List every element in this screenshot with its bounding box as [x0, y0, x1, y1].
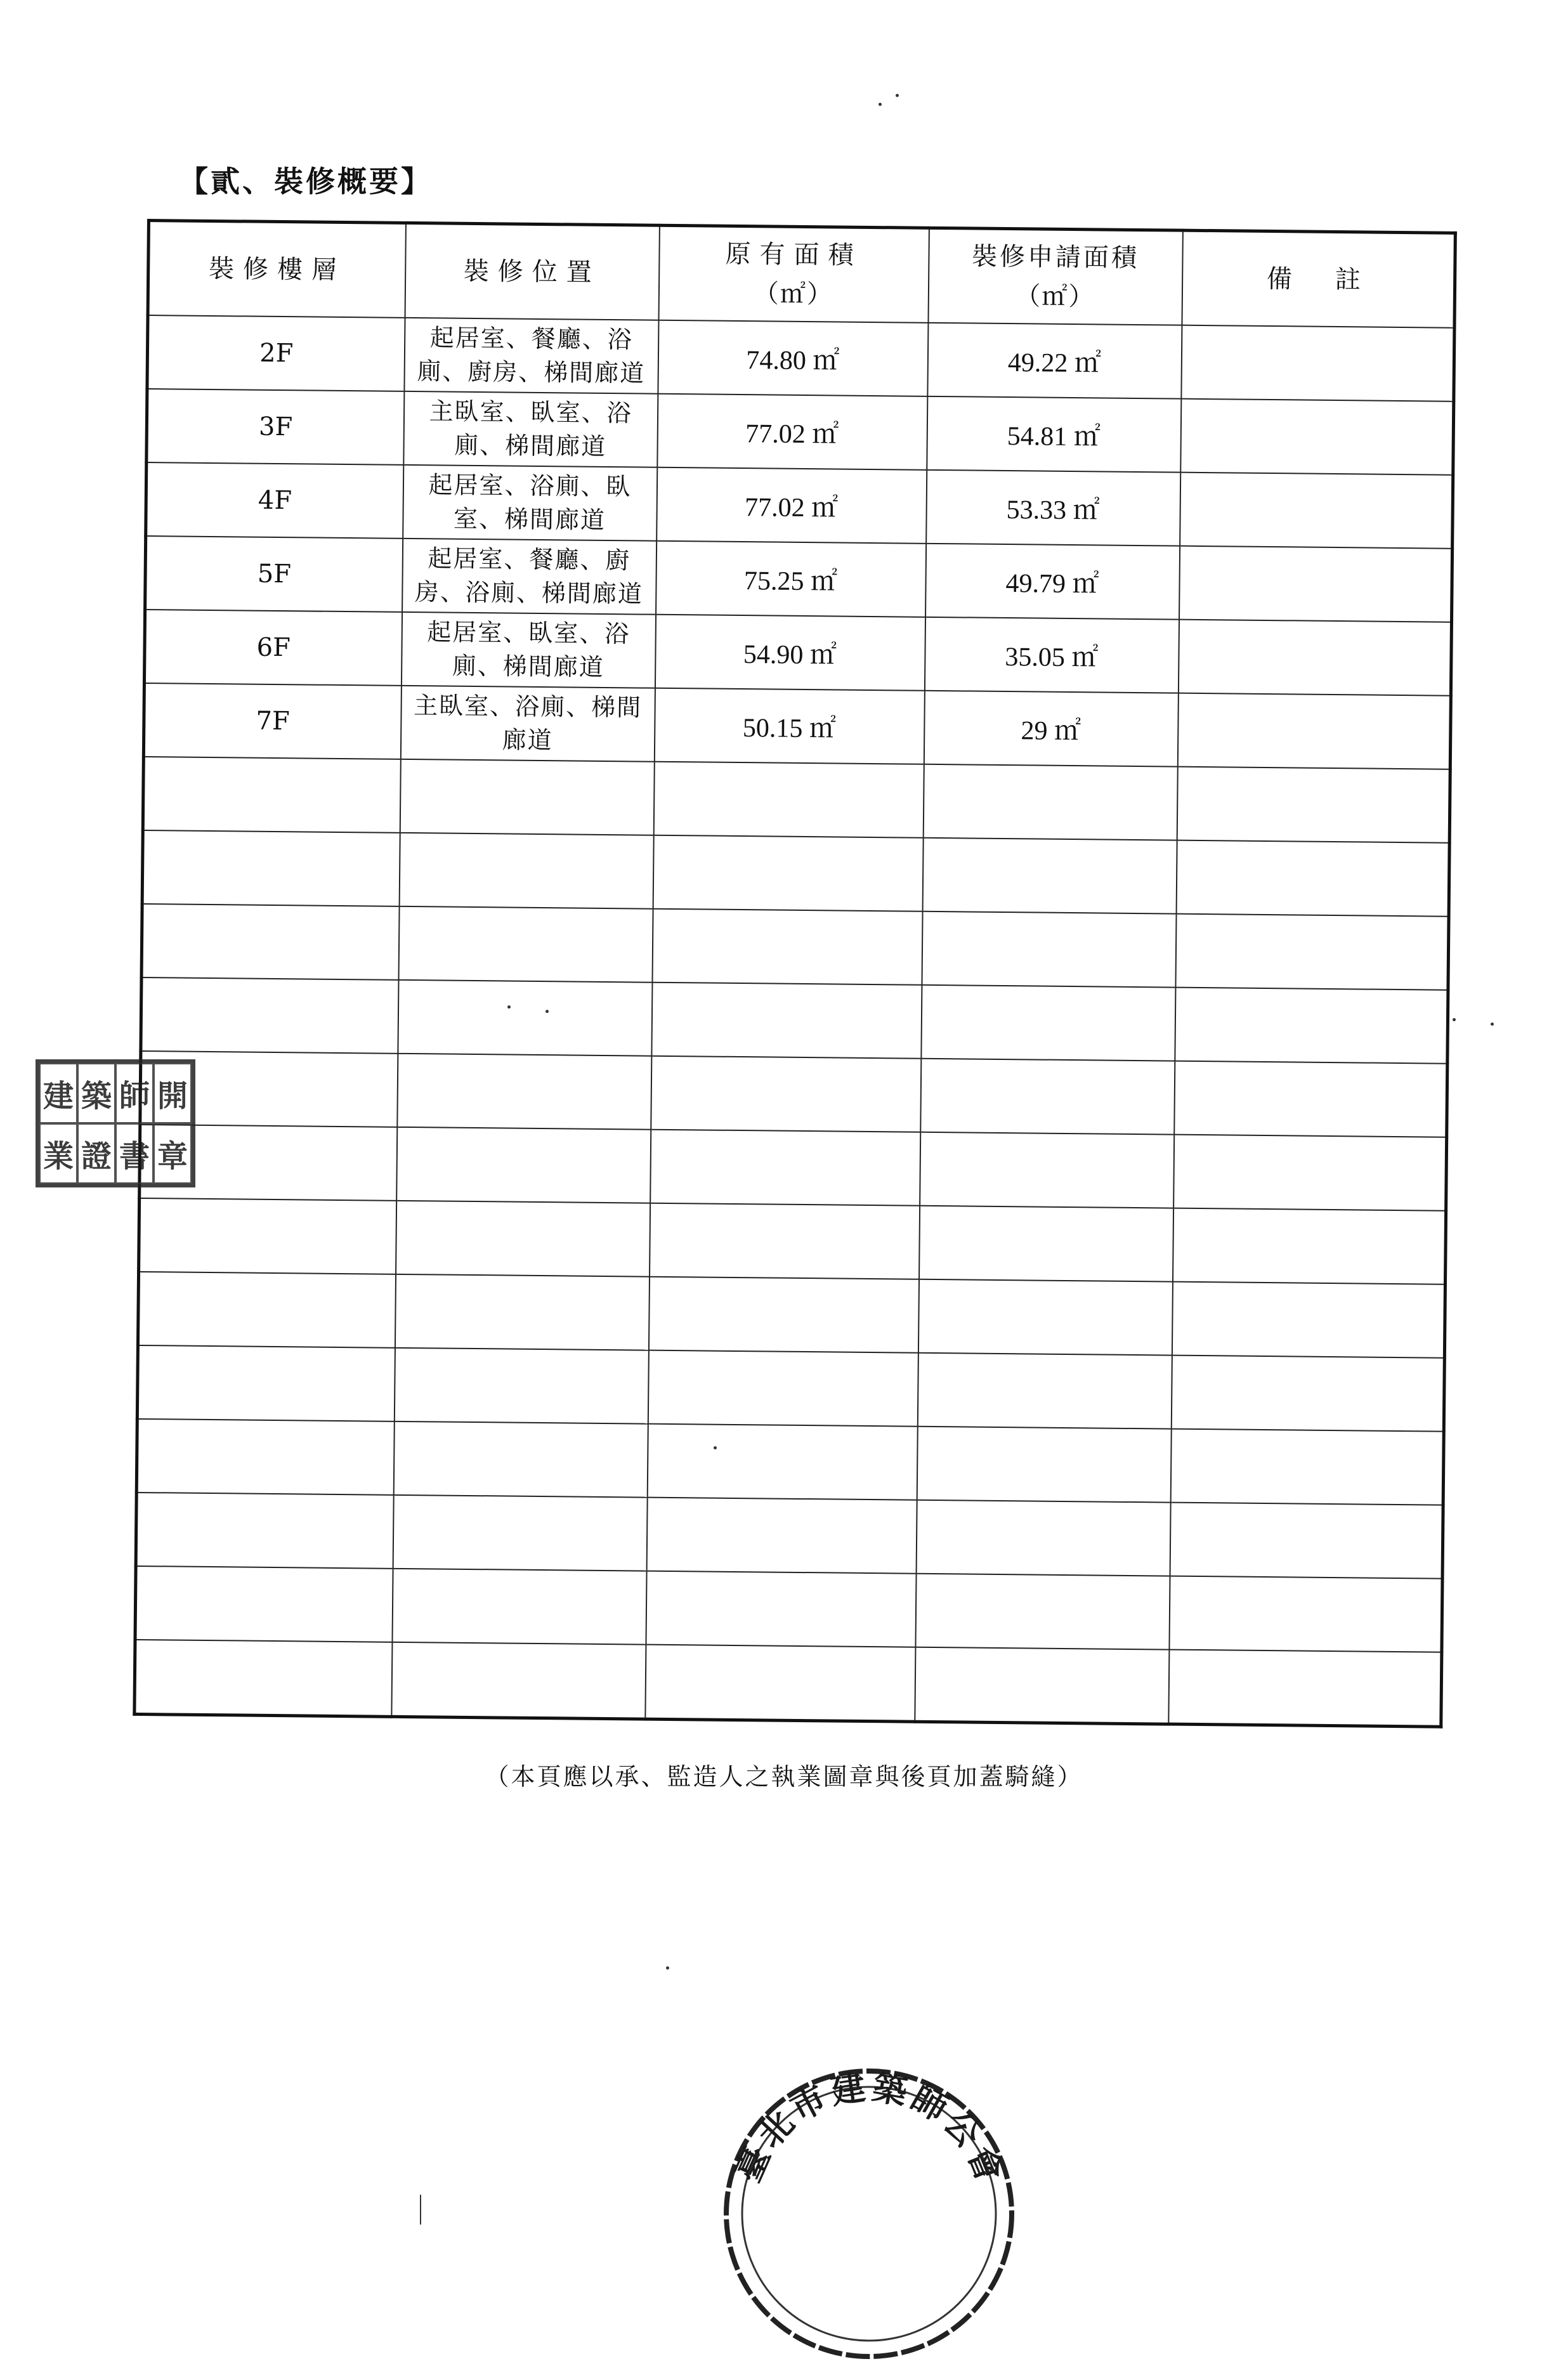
empty-cell: [142, 830, 400, 906]
empty-cell: [647, 1424, 917, 1500]
cell-floor: 6F: [144, 610, 402, 686]
empty-table-row: [134, 1640, 1442, 1727]
scan-mark-line: [420, 2195, 421, 2225]
scan-speck: [714, 1446, 717, 1449]
empty-cell: [652, 909, 922, 985]
stamp-char: 證: [77, 1123, 115, 1184]
header-applied-area-label: 裝修申請面積: [971, 242, 1140, 273]
header-location: 裝修位置: [405, 223, 659, 320]
empty-cell: [922, 912, 1176, 988]
empty-table-row: [141, 977, 1448, 1064]
table-header-row: [148, 221, 1455, 328]
empty-cell: [653, 835, 923, 912]
cell-floor: 7F: [143, 683, 401, 759]
empty-cell: [916, 1500, 1170, 1576]
scan-speck: [1453, 1018, 1456, 1021]
empty-cell: [920, 1132, 1174, 1208]
empty-cell: [1170, 1503, 1443, 1579]
renovation-summary-table-wrapper: [133, 219, 1457, 1729]
empty-cell: [396, 1201, 650, 1277]
empty-cell: [922, 838, 1177, 914]
empty-cell: [1172, 1208, 1446, 1284]
header-original-area-label: 原有面積: [725, 239, 863, 270]
empty-cell: [136, 1493, 393, 1569]
empty-cell: [921, 985, 1175, 1061]
empty-cell: [398, 906, 653, 983]
cell-location: 主臥室、臥室、浴廁、梯間廊道: [403, 391, 658, 467]
cell-applied-area: 53.33 ㎡: [926, 470, 1180, 546]
table-row: [145, 536, 1453, 622]
scan-speck: [1491, 1023, 1494, 1026]
cell-original-area: 77.02 ㎡: [657, 394, 927, 470]
scan-speck: [666, 1966, 669, 1970]
header-applied-area: [928, 228, 1182, 325]
empty-cell: [143, 757, 400, 833]
empty-cell: [650, 1130, 920, 1206]
table-row: [143, 683, 1451, 769]
cell-location: 起居室、餐廳、廚房、浴廁、梯間廊道: [402, 539, 657, 615]
empty-cell: [919, 1206, 1173, 1282]
empty-table-row: [137, 1345, 1444, 1432]
scan-speck: [546, 1010, 549, 1013]
cell-remarks: [1177, 693, 1451, 769]
cell-applied-area: 35.05 ㎡: [924, 617, 1179, 693]
empty-cell: [396, 1127, 651, 1203]
empty-cell: [651, 1056, 921, 1132]
empty-cell: [392, 1569, 646, 1645]
cell-remarks: [1180, 399, 1454, 475]
empty-table-row: [141, 904, 1449, 990]
empty-table-row: [135, 1566, 1442, 1652]
svg-text:臺北市建築師公會: [728, 2067, 1012, 2191]
empty-cell: [139, 1198, 396, 1274]
footer-note: （本頁應以承、監造人之執業圖章與後頁加蓋騎縫）: [485, 1763, 1083, 1791]
empty-cell: [923, 764, 1177, 840]
cell-applied-area: 29 ㎡: [924, 691, 1178, 767]
empty-cell: [135, 1566, 393, 1642]
empty-cell: [918, 1279, 1172, 1356]
empty-cell: [136, 1419, 394, 1495]
empty-cell: [651, 983, 922, 1059]
table-row: [144, 610, 1451, 696]
table-row: [146, 462, 1453, 549]
empty-cell: [394, 1348, 648, 1424]
empty-cell: [141, 904, 399, 980]
empty-cell: [1172, 1282, 1445, 1358]
scan-speck: [896, 94, 899, 97]
architect-seal-stamp: [36, 1059, 195, 1187]
cell-original-area: 50.15 ㎡: [654, 688, 924, 764]
stamp-char: 章: [154, 1123, 192, 1184]
empty-cell: [1177, 767, 1450, 843]
empty-cell: [397, 1054, 651, 1130]
stamp-char: 建: [39, 1063, 77, 1123]
empty-cell: [141, 977, 398, 1054]
cell-remarks: [1179, 546, 1453, 622]
cell-remarks: [1180, 473, 1453, 549]
stamp-char: 築: [77, 1063, 115, 1123]
empty-table-row: [139, 1198, 1446, 1284]
empty-cell: [399, 833, 653, 909]
empty-cell: [917, 1353, 1172, 1429]
table-row: [147, 315, 1454, 402]
empty-cell: [917, 1427, 1171, 1503]
empty-cell: [920, 1059, 1175, 1135]
empty-table-row: [140, 1051, 1447, 1137]
stamp-char: 書: [115, 1123, 154, 1184]
empty-cell: [395, 1274, 649, 1350]
empty-cell: [391, 1642, 646, 1719]
empty-cell: [653, 762, 924, 838]
section-title: 【貳、裝修概要】: [179, 164, 433, 199]
empty-table-row: [142, 830, 1449, 917]
scan-speck: [879, 103, 882, 106]
empty-cell: [1169, 1576, 1442, 1652]
cell-location: 起居室、浴廁、臥室、梯間廊道: [403, 465, 657, 541]
cell-location: 起居室、臥室、浴廁、梯間廊道: [401, 612, 655, 688]
empty-cell: [646, 1571, 916, 1647]
empty-cell: [1175, 914, 1449, 990]
empty-cell: [138, 1272, 395, 1348]
cell-floor: 4F: [146, 462, 403, 539]
empty-cell: [398, 980, 652, 1056]
cell-floor: 3F: [147, 389, 404, 465]
stamp-char: 師: [115, 1063, 154, 1123]
empty-table-row: [138, 1272, 1445, 1358]
header-original-area: [658, 225, 929, 323]
header-applied-area-unit: （㎡）: [1015, 282, 1095, 312]
empty-cell: [393, 1422, 648, 1498]
table-row: [147, 389, 1454, 475]
cell-applied-area: 49.22 ㎡: [927, 323, 1182, 399]
cell-original-area: 74.80 ㎡: [658, 320, 928, 396]
header-original-area-unit: （㎡）: [753, 279, 834, 310]
empty-cell: [1170, 1429, 1444, 1505]
cell-remarks: [1181, 325, 1454, 402]
empty-cell: [393, 1495, 647, 1571]
cell-applied-area: 54.81 ㎡: [927, 396, 1181, 473]
stamp-char: 開: [154, 1063, 192, 1123]
stamp-char: 業: [39, 1123, 77, 1184]
empty-cell: [915, 1647, 1169, 1724]
renovation-summary-table: [133, 219, 1457, 1729]
cell-remarks: [1178, 620, 1451, 696]
cell-original-area: 54.90 ㎡: [655, 615, 925, 691]
cell-location: 主臥室、浴廁、梯間廊道: [400, 686, 655, 762]
seal-text: 臺北市建築師公會: [728, 2067, 1012, 2192]
empty-cell: [1174, 1061, 1447, 1137]
empty-cell: [648, 1277, 918, 1353]
empty-cell: [915, 1574, 1170, 1650]
empty-table-row: [143, 757, 1450, 843]
association-round-seal: [717, 2062, 1021, 2366]
empty-cell: [1175, 988, 1448, 1064]
empty-cell: [137, 1345, 395, 1422]
cell-floor: 5F: [145, 536, 403, 612]
cell-applied-area: 49.79 ㎡: [925, 544, 1180, 620]
empty-cell: [1173, 1135, 1447, 1211]
cell-original-area: 75.25 ㎡: [656, 541, 926, 617]
empty-cell: [646, 1498, 917, 1574]
cell-location: 起居室、餐廳、浴廁、廚房、梯間廊道: [404, 318, 658, 394]
header-remarks: 備 註: [1182, 230, 1455, 328]
empty-cell: [1171, 1356, 1444, 1432]
empty-cell: [650, 1203, 920, 1279]
header-floor: 裝修樓層: [148, 221, 405, 318]
empty-cell: [1176, 840, 1449, 917]
scan-speck: [507, 1005, 511, 1009]
empty-table-row: [136, 1493, 1443, 1579]
empty-cell: [645, 1645, 915, 1722]
empty-table-row: [136, 1419, 1444, 1505]
table-body: [134, 315, 1454, 1727]
cell-original-area: 77.02 ㎡: [657, 467, 927, 544]
empty-cell: [134, 1640, 392, 1716]
cell-floor: 2F: [147, 315, 405, 391]
empty-cell: [1168, 1650, 1442, 1727]
empty-cell: [648, 1350, 918, 1427]
empty-cell: [400, 759, 654, 835]
empty-table-row: [140, 1125, 1447, 1211]
